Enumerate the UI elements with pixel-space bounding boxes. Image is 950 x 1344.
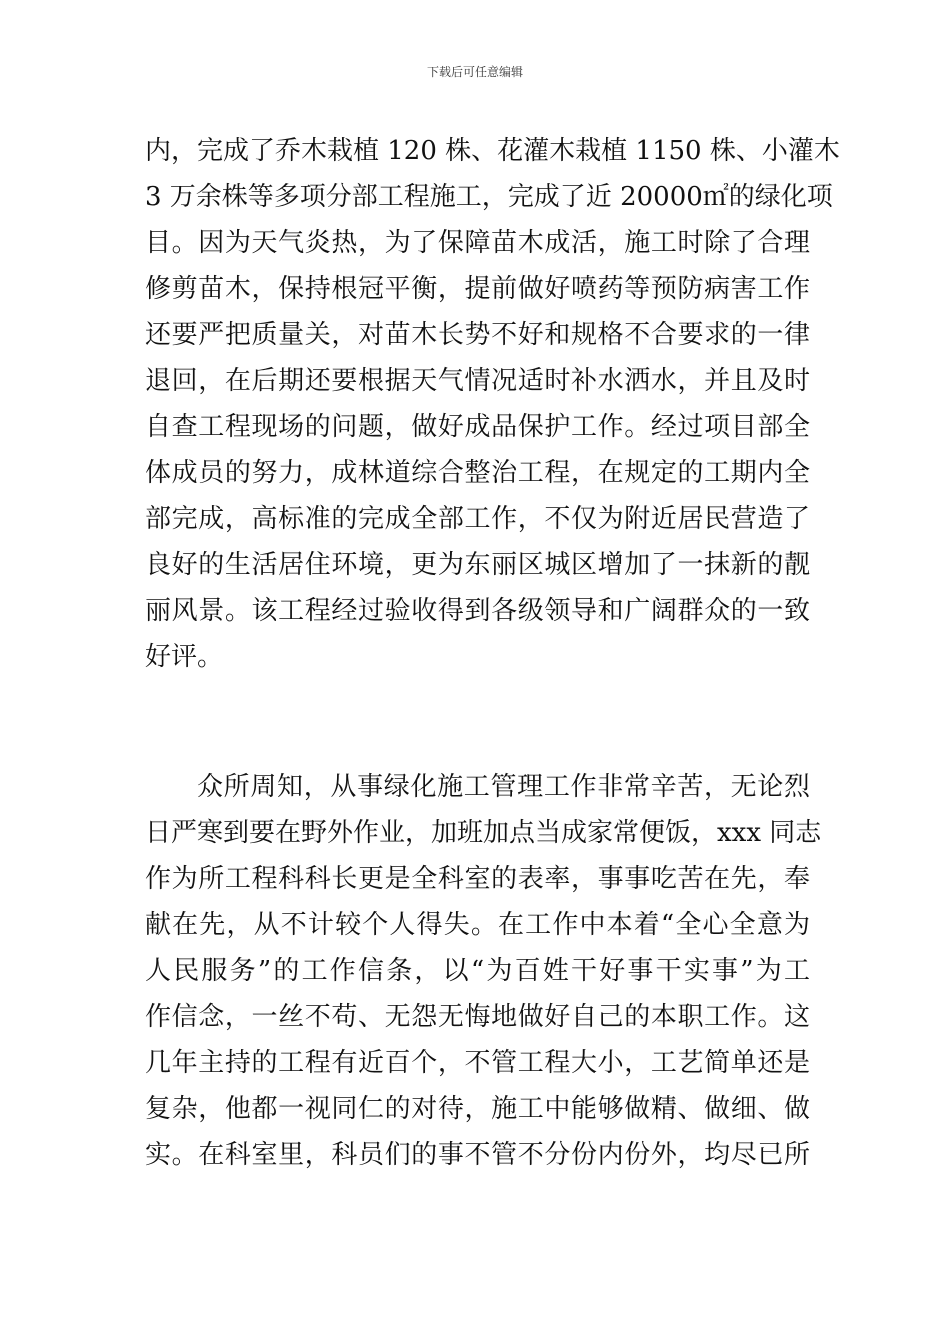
text-line: 3 万余株等多项分部工程施工，完成了近 20000㎡的绿化项 — [145, 182, 833, 212]
text-line: 自查工程现场的问题，做好成品保护工作。经过项目部全 — [145, 412, 810, 442]
text-line: 作为所工程科科长更是全科室的表率，事事吃苦在先，奉 — [145, 864, 810, 894]
paragraph — [145, 128, 840, 680]
text-line: 献在先，从不计较个人得失。在工作中本着“全心全意为 — [145, 910, 810, 940]
text-line: 目。因为天气炎热，为了保障苗木成活，施工时除了合理 — [145, 228, 810, 258]
page-header: 下载后可任意编辑 — [426, 65, 523, 79]
document-body — [145, 128, 840, 1178]
text-line: 人民服务”的工作信条，以“为百姓干好事干实事”为工 — [145, 956, 810, 986]
text-line: 良好的生活居住环境，更为东丽区城区增加了一抹新的靓 — [145, 550, 810, 580]
text-line: 部完成，高标准的完成全部工作，不仅为附近居民营造了 — [145, 504, 810, 534]
text-line: 体成员的努力，成林道综合整治工程，在规定的工期内全 — [145, 458, 810, 488]
text-line: 好评。 — [145, 642, 224, 672]
text-line: 日严寒到要在野外作业，加班加点当成家常便饭，xxx 同志 — [145, 818, 822, 848]
text-line: 实。在科室里，科员们的事不管不分份内份外，均尽已所 — [145, 1140, 810, 1170]
text-line: 内，完成了乔木栽植 120 株、花灌木栽植 1150 株、小灌木 — [145, 136, 840, 166]
paragraph — [145, 764, 822, 1178]
text-line: 还要严把质量关，对苗木长势不好和规格不合要求的一律 — [145, 320, 810, 350]
text-line: 众所周知，从事绿化施工管理工作非常辛苦，无论烈 — [197, 772, 810, 802]
text-line: 复杂，他都一视同仁的对待，施工中能够做精、做细、做 — [145, 1094, 810, 1124]
text-line: 作信念，一丝不苟、无怨无悔地做好自己的本职工作。这 — [145, 1002, 810, 1032]
text-line: 几年主持的工程有近百个，不管工程大小，工艺简单还是 — [145, 1048, 810, 1078]
paragraph-gap — [145, 680, 810, 764]
text-line: 修剪苗木，保持根冠平衡，提前做好喷药等预防病害工作 — [145, 274, 810, 304]
text-line: 丽风景。该工程经过验收得到各级领导和广阔群众的一致 — [145, 596, 810, 626]
text-line: 退回，在后期还要根据天气情况适时补水洒水，并且及时 — [145, 366, 810, 396]
